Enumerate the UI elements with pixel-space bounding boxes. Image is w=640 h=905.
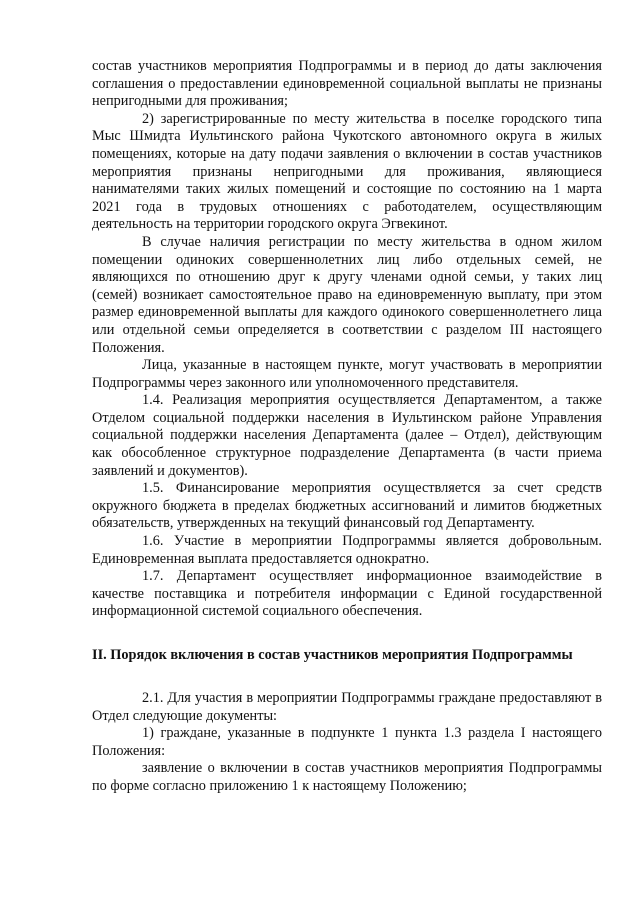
paragraph: заявление о включении в состав участников мероприятия Подпрограммы по форме согласно приложению 1 к настоящему Положению; (92, 760, 602, 794)
paragraph: Лица, указанные в настоящем пункте, могут участвовать в мероприятии Подпрограммы через законного или уполномоченного представителя. (92, 357, 602, 391)
section-heading: II. Порядок включения в состав участников мероприятия Подпрограммы (92, 647, 573, 663)
paragraph: 1.6. Участие в мероприятии Подпрограммы является добровольным. Единовременная выплата предоставляется однократно. (92, 533, 602, 567)
body-text-block-2 (92, 690, 602, 796)
paragraph: состав участников мероприятия Подпрограммы и в период до даты заключения соглашения о предоставлении единовременной социальной выплаты не признаны непригодными для проживания; (92, 58, 602, 110)
paragraph: 1.7. Департамент осуществляет информационное взаимодействие в качестве поставщика и потребителя информации с Единой государственной информационной системой социального обеспечения. (92, 568, 602, 620)
paragraph: 1.4. Реализация мероприятия осуществляется Департаментом, а также Отделом социальной поддержки населения в Иультинском районе Управления социальной поддержки населения Департамента (далее – Отдел), действующим как обособленное структурное подразделение Департамента (в части приема заявлений и документов). (92, 392, 602, 479)
paragraph: 1.5. Финансирование мероприятия осуществляется за счет средств окружного бюджета в пределах бюджетных ассигнований и лимитов бюджетных обязательств, утвержденных на текущий финансовый год Департаменту. (92, 480, 602, 532)
paragraph: 2.1. Для участия в мероприятии Подпрограммы граждане предоставляют в Отдел следующие документы: (92, 690, 602, 724)
paragraph: 1) граждане, указанные в подпункте 1 пункта 1.3 раздела I настоящего Положения: (92, 725, 602, 759)
document-page (92, 58, 602, 796)
paragraph: 2) зарегистрированные по месту жительства в поселке городского типа Мыс Шмидта Иультинского района Чукотского автономного округа в жилых помещениях, которые на дату подачи заявления о включении в состав участников мероприятия признаны непригодными для проживания, являющиеся нанимателями таких жилых помещений и состоящие по состоянию на 1 марта 2021 года в трудовых отношениях с работодателем, осуществляющим деятельность на территории городского округа Эгвекинот. (92, 110, 602, 233)
body-text-block-1 (92, 58, 602, 621)
paragraph: В случае наличия регистрации по месту жительства в одном жилом помещении одиноких совершеннолетних лиц либо отдельных семей, не являющихся по отношению друг к другу членами одной семьи, у таких лиц (семей) возникает самостоятельное право на единовременную выплату, при этом размер единовременной выплаты для каждого одинокого совершеннолетнего лица или отдельной семьи определяется в соответствии с разделом III настоящего Положения. (92, 233, 602, 356)
